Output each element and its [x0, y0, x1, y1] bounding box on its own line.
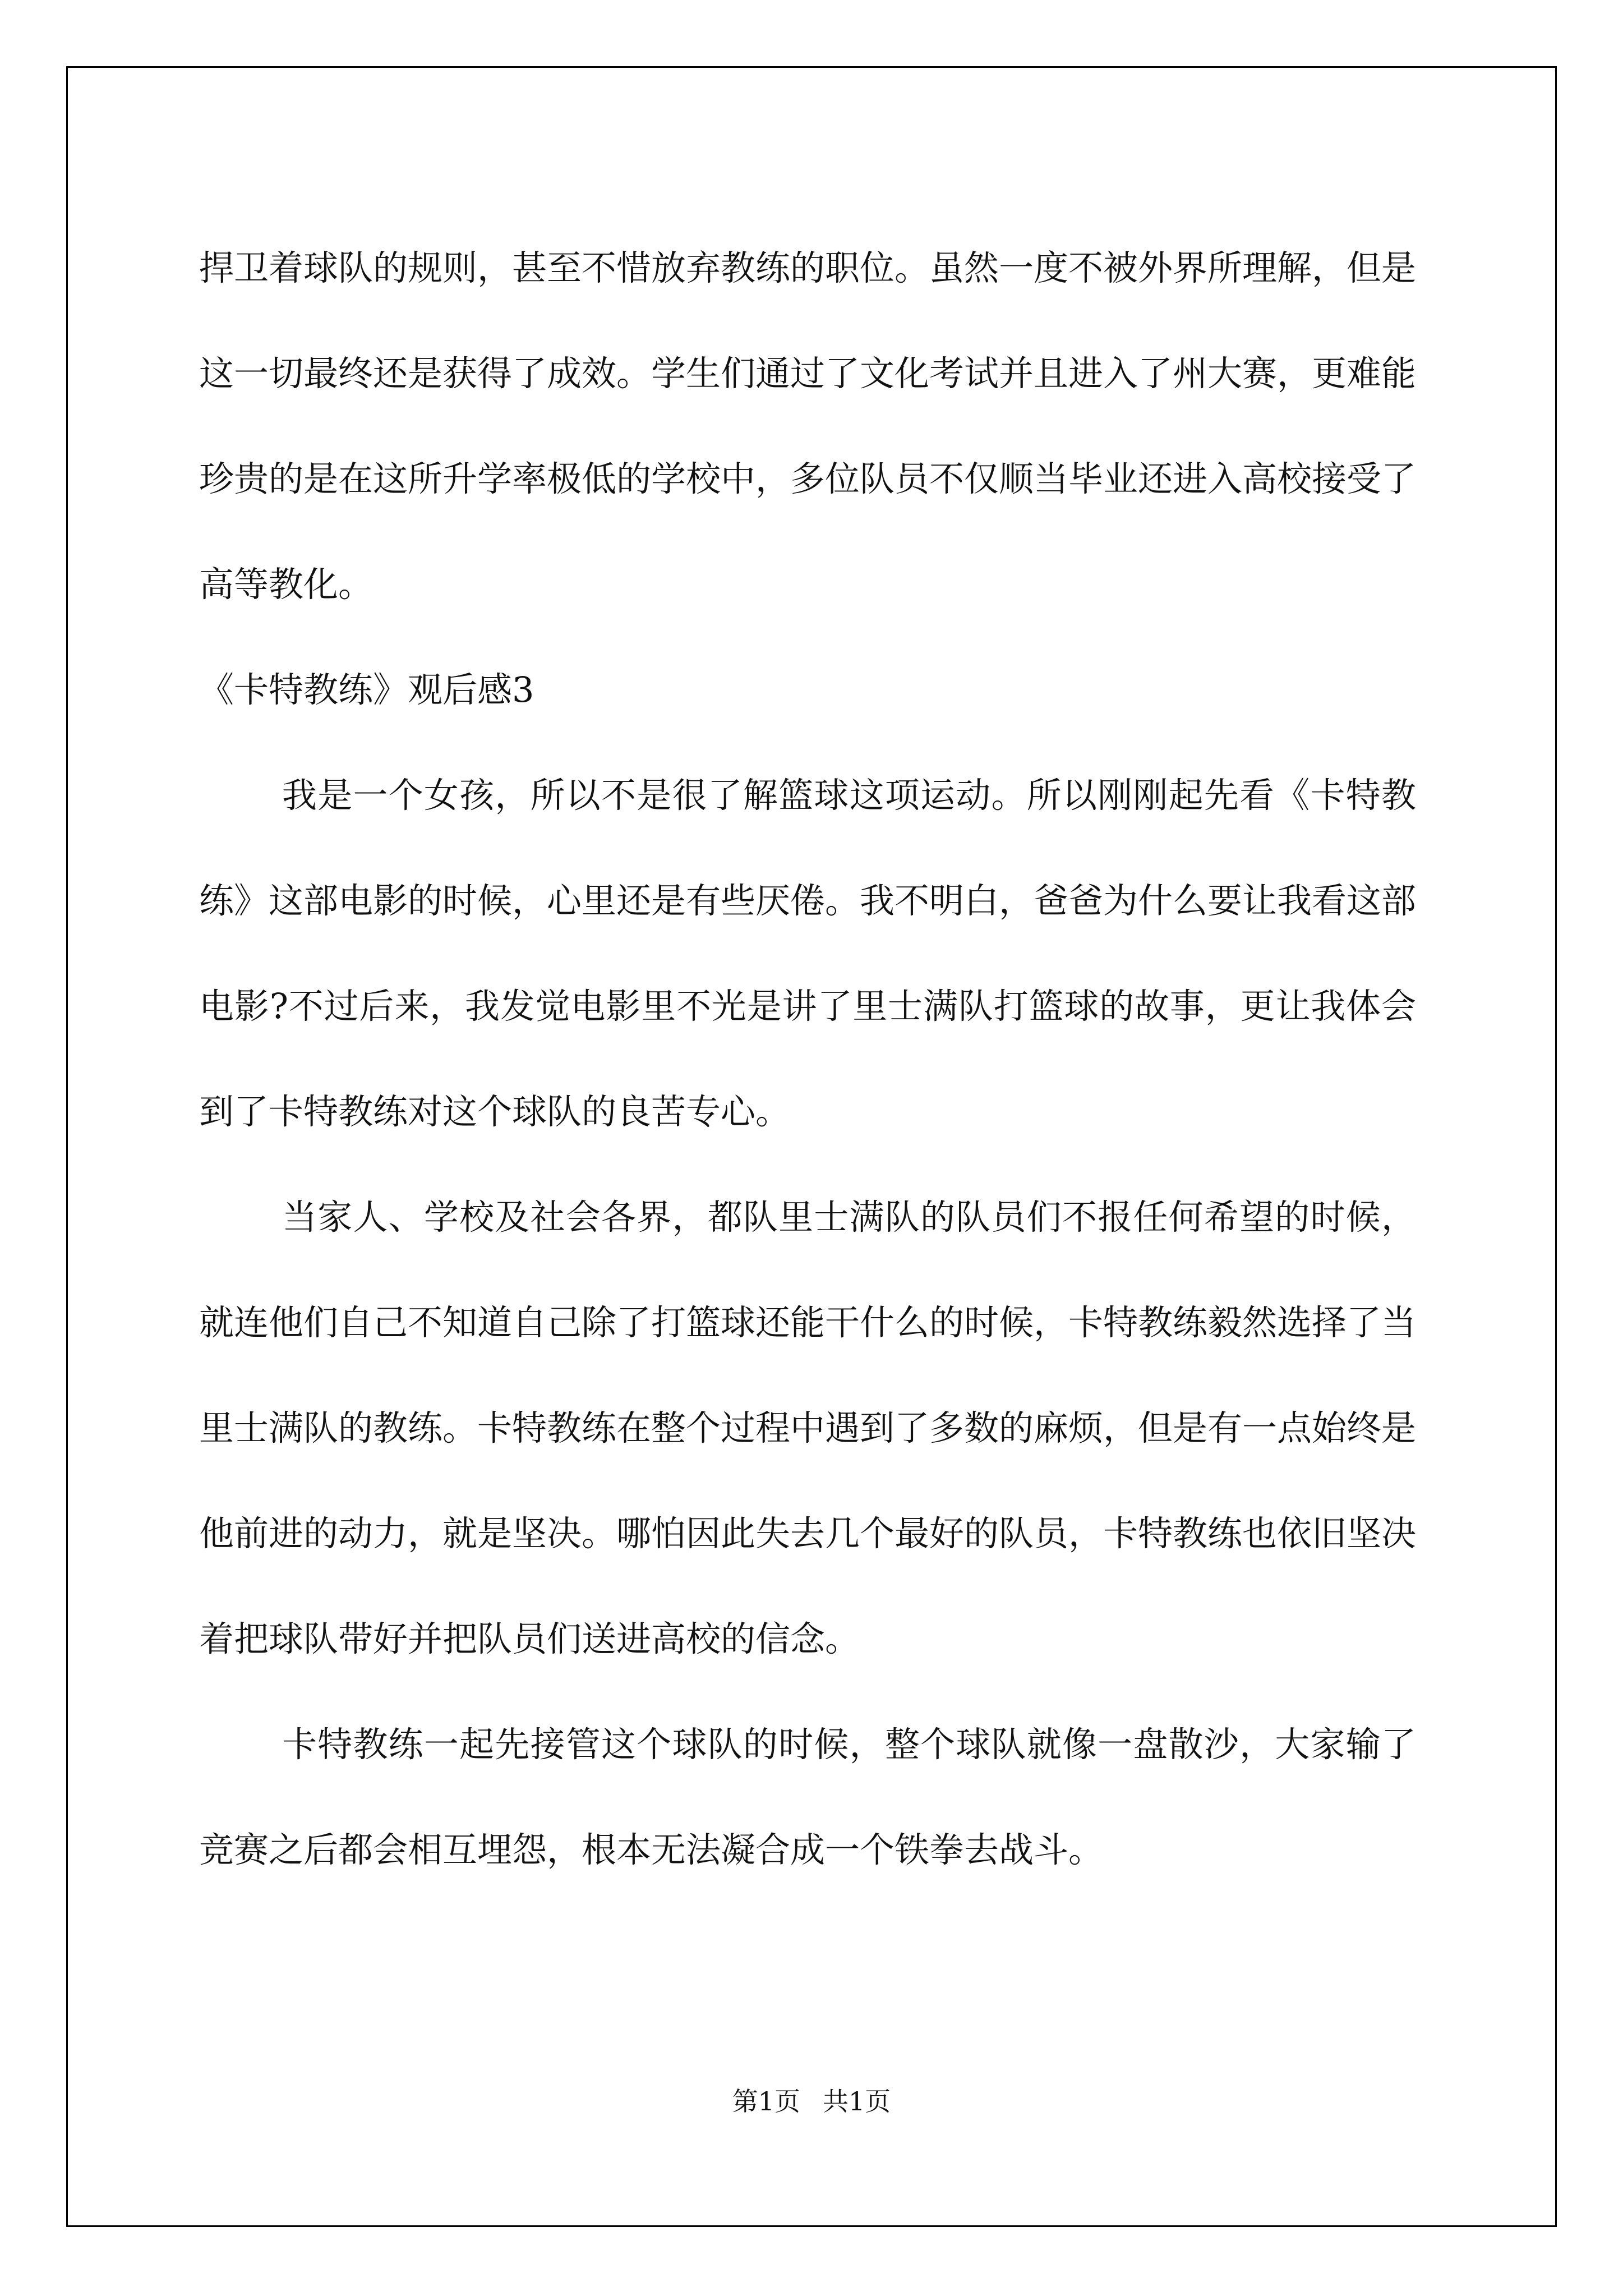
page-total: 共1页 — [823, 2086, 891, 2116]
section-heading: 《卡特教练》观后感3 — [199, 669, 534, 710]
page-number: 第1页 — [732, 2086, 800, 2116]
paragraph: 卡特教练一起先接管这个球队的时候，整个球队就像一盘散沙，大家输了竞赛之后都会相互埋怨，根本无法凝合成一个铁拳去战斗。 — [199, 1724, 1416, 1870]
paragraph-continuation: 捍卫着球队的规则，甚至不惜放弃教练的职位。虽然一度不被外界所理解，但是这一切最终还是获得了成效。学生们通过了文化考试并且进入了州大赛，更难能珍贵的是在这所升学率极低的学校中，多位队员不仅顺当毕业还进入高校接受了高等教化。 — [199, 247, 1417, 605]
paragraph: 当家人、学校及社会各界，都队里士满队的队员们不报任何希望的时候，就连他们自己不知道自己除了打篮球还能干什么的时候，卡特教练毅然选择了当里士满队的教练。卡特教练在整个过程中遇到了多数的麻烦，但是有一点始终是他前进的动力，就是坚决。哪怕因此失去几个最好的队员，卡特教练也依旧坚决着把球队带好并把队员们送进高校的信念。 — [199, 1197, 1417, 1659]
page-footer — [0, 2081, 1623, 2118]
paragraph: 我是一个女孩，所以不是很了解篮球这项运动。所以刚刚起先看《卡特教练》这部电影的时候，心里还是有些厌倦。我不明白，爸爸为什么要让我看这部电影?不过后来，我发觉电影里不光是讲了里士满队打篮球的故事，更让我体会到了卡特教练对这个球队的良苦专心。 — [199, 775, 1417, 1132]
document-body — [199, 215, 1416, 1903]
